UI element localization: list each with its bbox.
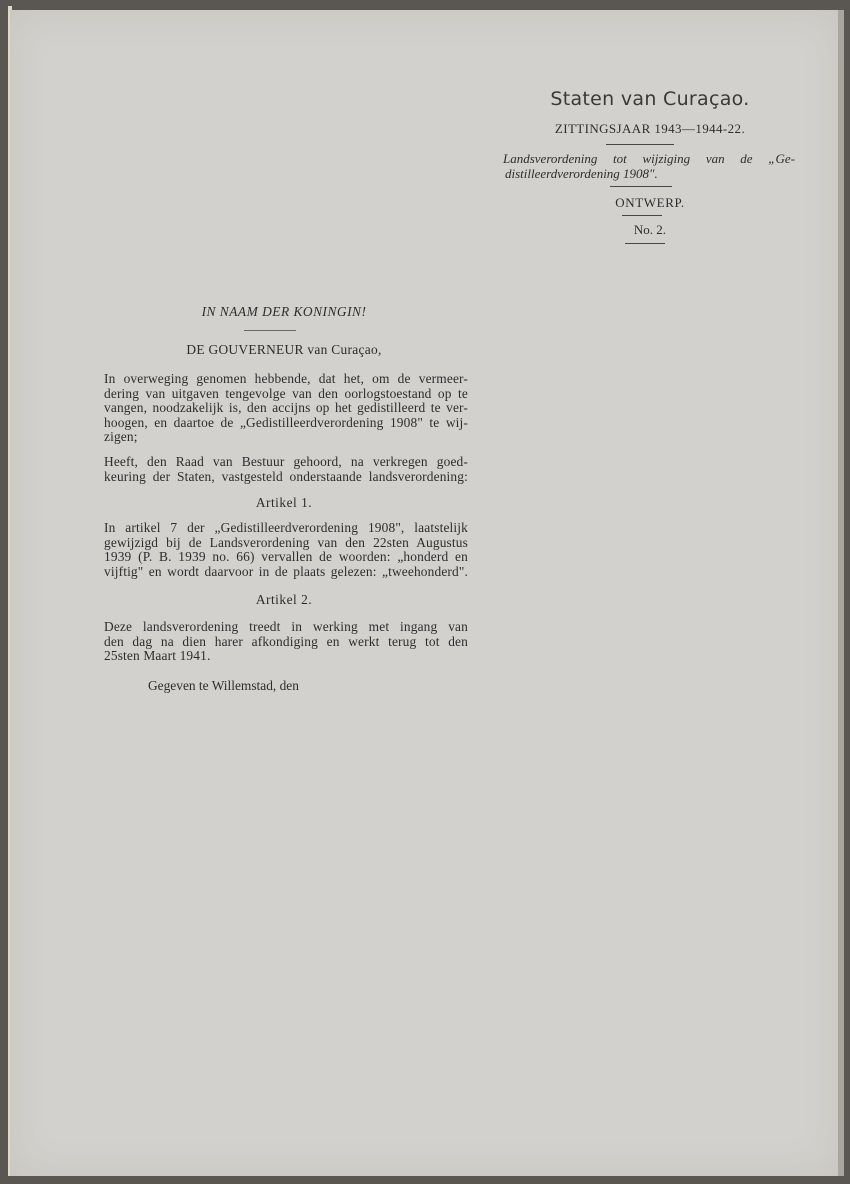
enactment-paragraph	[100, 455, 468, 484]
text-line: 1939 (P. B. 1939 no. 66) vervallen de woorden: „honderd en	[104, 549, 468, 565]
text-line: keuring der Staten, vastgesteld onderstaande landsverordening:	[104, 468, 468, 484]
document-title: Staten van Curaçao.	[550, 88, 750, 110]
text-line: gewijzigd bij de Landsverordening van den 22sten Augustus	[104, 534, 468, 550]
divider	[606, 144, 674, 145]
invocation: IN NAAM DER KONINGIN!	[201, 304, 367, 319]
given-at-line: Gegeven te Willemstad, den	[148, 678, 299, 693]
text-line: vijftig" en wordt daarvoor in de plaats gelezen: „tweehonderd".	[104, 563, 468, 579]
document-number: No. 2.	[633, 222, 667, 237]
text-line: In overweging genomen hebbende, dat het, om de vermeer-	[104, 371, 468, 386]
divider	[625, 243, 665, 244]
text-line: den dag na dien harer afkondiging en werkt terug tot den	[104, 633, 468, 649]
governor-heading: DE GOUVERNEUR van Curaçao,	[186, 342, 382, 357]
subject-line: distilleerdverordening 1908".	[505, 166, 658, 181]
text-line: 25sten Maart 1941.	[104, 648, 211, 664]
article-2-text	[100, 620, 468, 664]
text-line: hoogen, en daartoe de „Gedistilleerdverordening 1908" te wij-	[104, 414, 468, 430]
article-1-text	[100, 521, 468, 579]
session-year: ZITTINGSJAAR 1943—1944-22.	[554, 121, 746, 136]
text-line: vangen, noodzakelijk is, den accijns op het gedistilleerd te ver-	[104, 400, 468, 416]
text-line: Deze landsverordening treedt in werking met ingang van	[104, 619, 468, 634]
text-line: dering van uitgaven tengevolge van den oorlogstoestand op te	[104, 385, 468, 401]
subject-line: Landsverordening tot wijziging van de „Ge-	[503, 151, 795, 166]
divider	[610, 186, 672, 187]
page-edge-right	[838, 10, 844, 1176]
subject-title	[503, 151, 795, 181]
considering-paragraph	[100, 372, 468, 445]
text-line: Heeft, den Raad van Bestuur gehoord, na verkregen goed-	[104, 454, 468, 469]
draft-label: ONTWERP.	[615, 195, 685, 210]
divider	[244, 330, 296, 331]
divider	[622, 215, 662, 216]
article-1-heading: Artikel 1.	[255, 495, 313, 510]
text-line: zigen;	[104, 429, 138, 445]
text-line: In artikel 7 der „Gedistilleerdverordening 1908", laatstelijk	[104, 520, 468, 535]
article-2-heading: Artikel 2.	[255, 592, 313, 607]
